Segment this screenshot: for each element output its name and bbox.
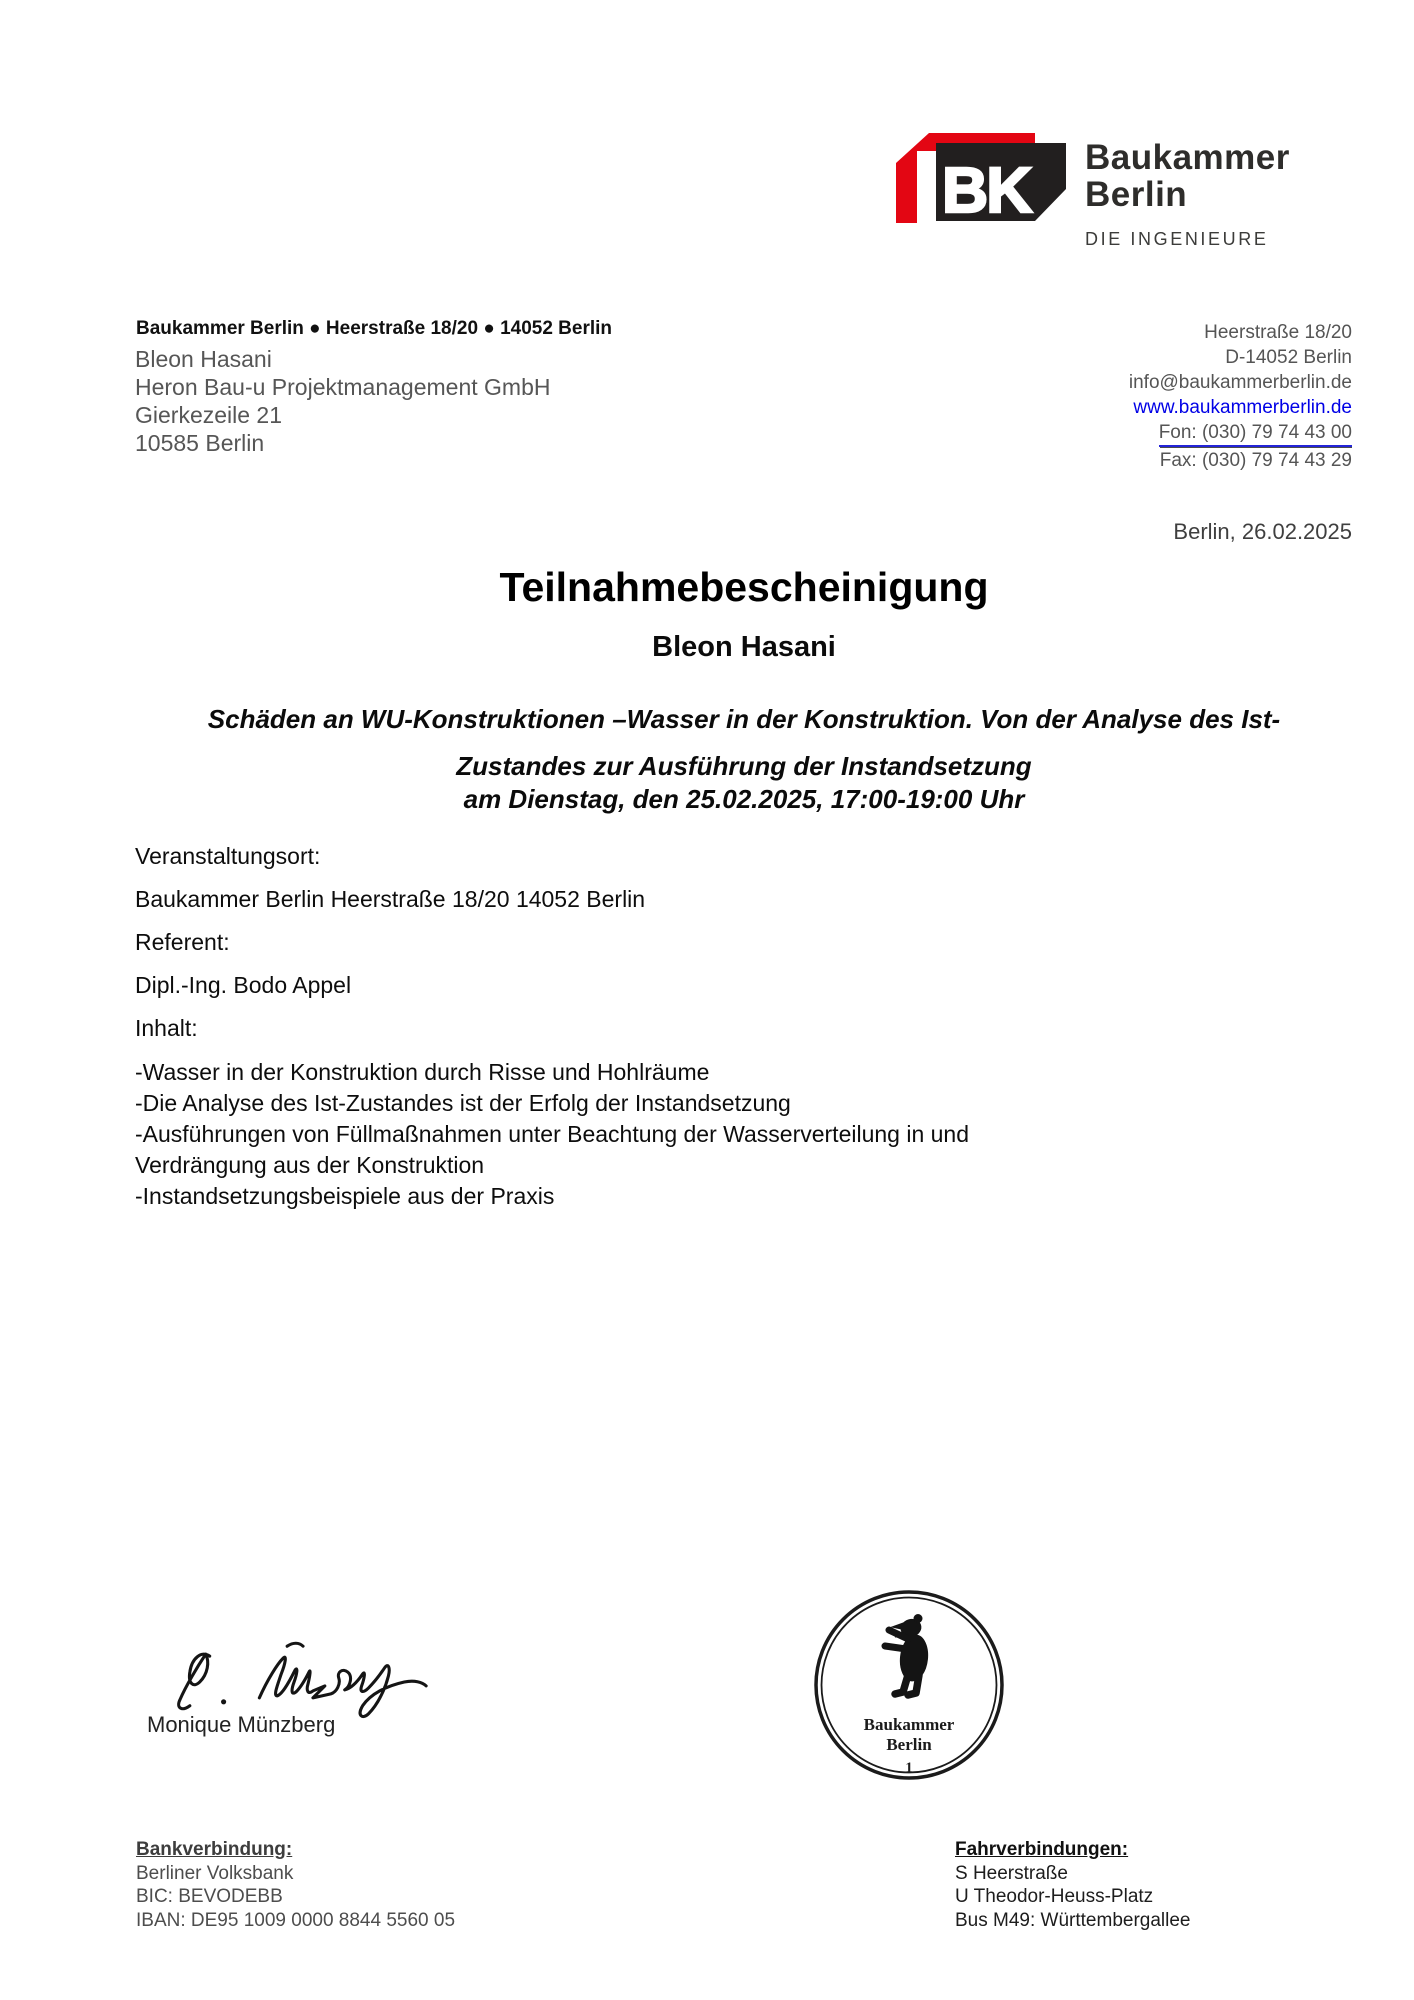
- baukammer-logo: [893, 131, 1290, 250]
- content-line: -Instandsetzungsbeispiele aus der Praxis: [135, 1183, 555, 1209]
- bank-line: BIC: BEVODEBB: [136, 1886, 283, 1907]
- transport-label: Fahrverbindungen:: [955, 1839, 1129, 1860]
- signer-name: Monique Münzberg: [147, 1712, 336, 1737]
- speaker-label: Referent:: [135, 929, 230, 955]
- content-line: -Wasser in der Konstruktion durch Risse und Hohlräume: [135, 1059, 710, 1085]
- stamp-number: 1: [905, 1760, 913, 1776]
- stamp-text-line1: Baukammer: [863, 1715, 955, 1734]
- bank-line: IBAN: DE95 1009 0000 8844 5560 05: [136, 1909, 456, 1931]
- transport-details: [955, 1838, 1191, 1932]
- content-label: Inhalt:: [135, 1015, 198, 1041]
- logo-text: [1085, 139, 1290, 250]
- document-title: Teilnahmebescheinigung: [499, 564, 989, 610]
- recipient-company: Heron Bau-u Projektmanagement GmbH: [135, 374, 551, 400]
- transport-line: Bus M49: Württembergallee: [955, 1909, 1191, 1931]
- seminar-title: [135, 703, 1353, 816]
- recipient-name: Bleon Hasani: [135, 346, 272, 372]
- signature-dot: [221, 1699, 226, 1704]
- contact-block: [1129, 320, 1352, 473]
- contact-street: Heerstraße 18/20: [1204, 322, 1352, 343]
- venue-label: Veranstaltungsort:: [135, 843, 321, 869]
- bk-monogram: BK: [942, 154, 1031, 226]
- bank-label: Bankverbindung:: [136, 1839, 293, 1860]
- bank-details: [136, 1838, 455, 1932]
- stamp-text-line2: Berlin: [886, 1735, 932, 1754]
- content-line: -Ausführungen von Füllmaßnahmen unter Beachtung der Wasserverteilung in und: [135, 1121, 970, 1147]
- transport-line: S Heerstraße: [955, 1862, 1068, 1884]
- bank-line: Berliner Volksbank: [136, 1862, 294, 1884]
- venue-value: Baukammer Berlin Heerstraße 18/20 14052 Berlin: [135, 886, 646, 912]
- logo-name-line1: Baukammer: [1085, 138, 1290, 177]
- logo-name-line2: Berlin: [1085, 175, 1188, 214]
- baukammer-stamp: [811, 1587, 1007, 1783]
- contact-email: info@baukammerberlin.de: [1128, 372, 1352, 393]
- contact-phone: Fon: (030) 79 74 43 00: [1159, 420, 1352, 447]
- sender-line: Baukammer Berlin ● Heerstraße 18/20 ● 14052 Berlin: [136, 318, 613, 339]
- recipient-street: Gierkezeile 21: [135, 402, 283, 428]
- content-line: -Die Analyse des Ist-Zustandes ist der Erfolg der Instandsetzung: [135, 1090, 791, 1116]
- speaker-value: Dipl.-Ing. Bodo Appel: [135, 972, 352, 998]
- date-line: Berlin, 26.02.2025: [1173, 519, 1352, 544]
- seminar-content-list: [135, 1057, 969, 1212]
- handwritten-signature: [168, 1628, 446, 1723]
- bk-logo-icon: [893, 131, 1069, 237]
- recipient-city: 10585 Berlin: [135, 430, 265, 456]
- berlin-bear-icon: [885, 1615, 930, 1696]
- contact-fax: Fax: (030) 79 74 43 29: [1160, 447, 1352, 473]
- seminar-title-line1: Schäden an WU-Konstruktionen –Wasser in der Konstruktion. Von der Analyse des Ist-: [207, 704, 1281, 734]
- seminar-title-line2: Zustandes zur Ausführung der Instandsetzung: [456, 751, 1032, 781]
- content-line: Verdrängung aus der Konstruktion: [135, 1152, 485, 1178]
- participant-name: Bleon Hasani: [652, 631, 836, 663]
- seminar-title-line3: am Dienstag, den 25.02.2025, 17:00-19:00 Uhr: [463, 784, 1025, 814]
- logo-tagline: DIE INGENIEURE: [1085, 229, 1269, 249]
- contact-city: D-14052 Berlin: [1225, 347, 1352, 368]
- transport-line: U Theodor-Heuss-Platz: [955, 1886, 1154, 1907]
- recipient-address: [135, 345, 550, 457]
- contact-website-link[interactable]: www.baukammerberlin.de: [1133, 397, 1352, 418]
- event-details: [135, 843, 645, 1058]
